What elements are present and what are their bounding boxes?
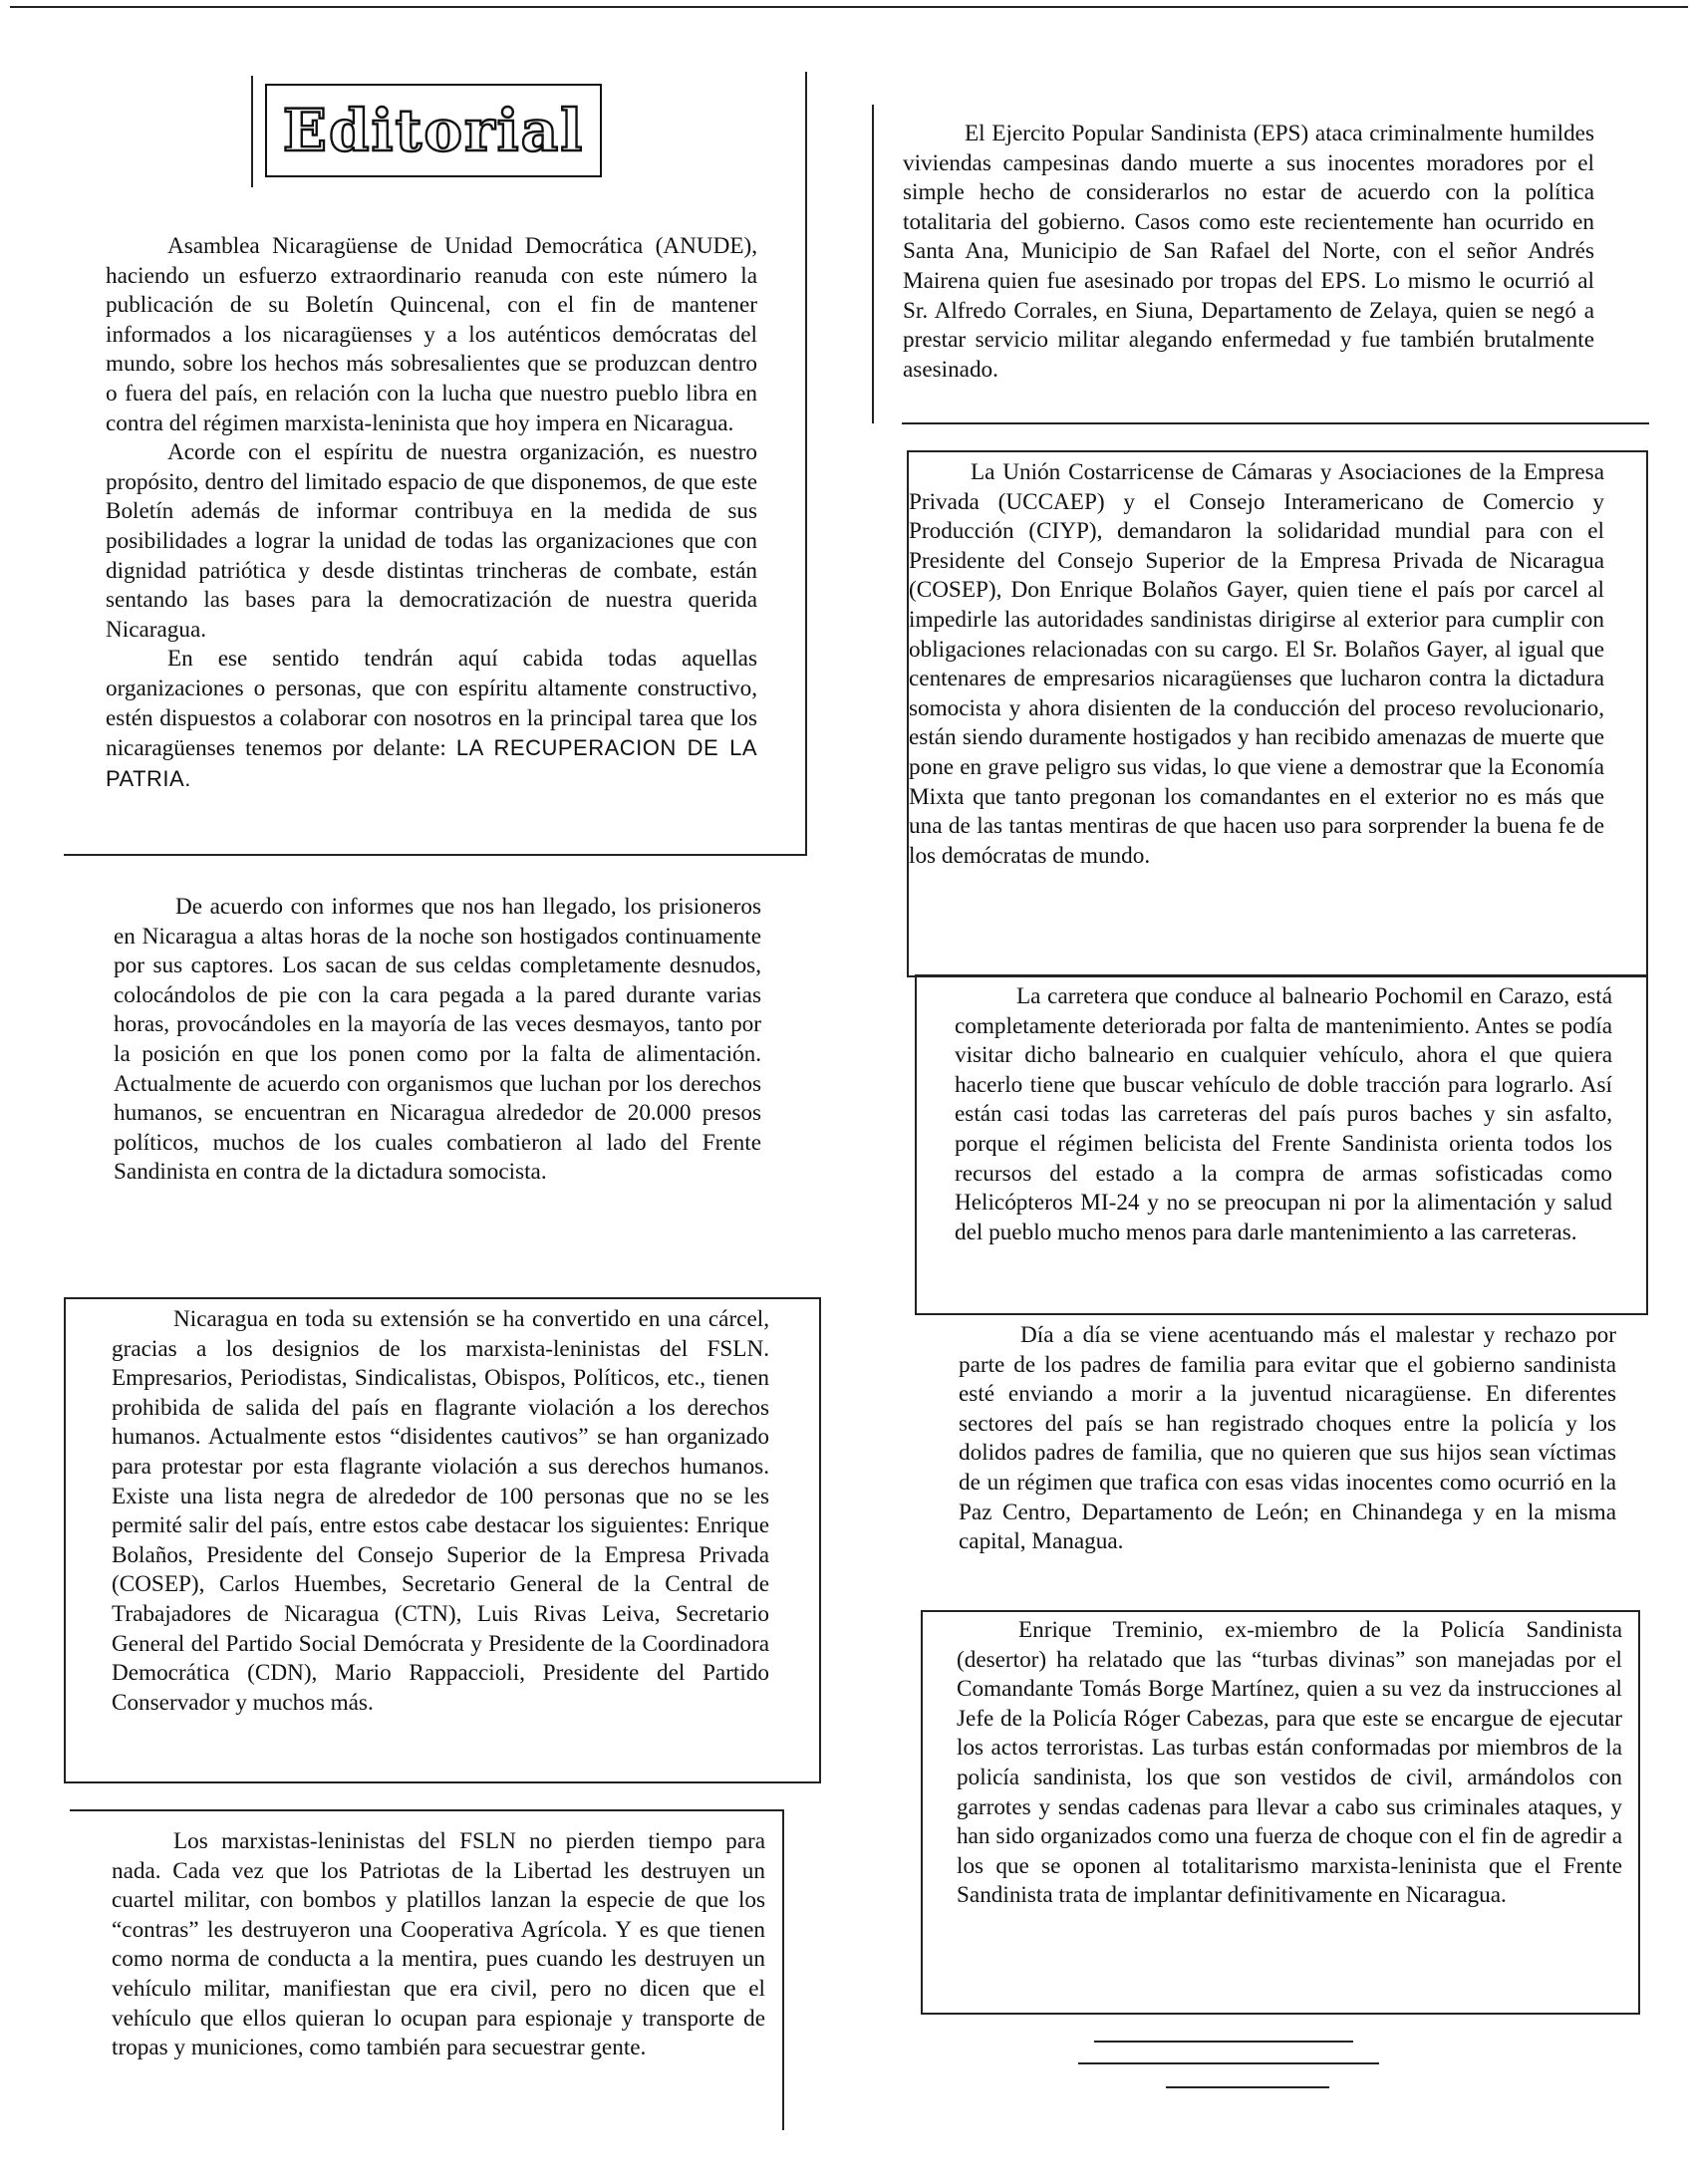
eps-article-left-border: [872, 105, 874, 423]
editorial-box-bottom-border: [64, 854, 807, 856]
road-article: [955, 982, 1612, 1247]
jail-paragraph: Nicaragua en toda su extensión se ha convertido en una cárcel, gracias a los designios de los marxista-leninistas del FSLN. Empresarios, Periodistas, Sindicalistas, Obispos, Políticos, etc., tienen prohibida de salida del país en flagrante violación a los derechos humanos. Actualmente estos “disidentes cautivos” se han organizado para protestar por esta flagrante violación a sus derechos humanos. Existe una lista negra de alrededor de 100 personas que no se les permité salir del país, entre estos cabe destacar los siguientes: Enrique Bolaños, Presidente del Consejo Superior de la Empresa Privada (COSEP), Carlos Huembes, Secretario General de la Central de Trabajadores de Nicaragua (CTN), Luis Rivas Leiva, Secretario General del Partido Social Demócrata y Presidente de la Coordinadora Democrática (CDN), Mario Rappaccioli, Presidente del Partido Conservador y muchos más.: [112, 1306, 769, 1716]
eps-article-bottom-border: [902, 422, 1649, 424]
parents-paragraph: Día a día se viene acentuando más el malestar y rechazo por parte de los padres de familia para evitar que el gobierno sandinista esté enviando a morir a la juventud nicaragüense. En diferentes sectores del país se han registrado choques entre la policía y los dolidos padres de familia, que no quieren que sus hijos sean víctimas de un régimen que trafica con esas vidas inocentes como ocurrió en la Paz Centro, Departamento de León; en Chinandega y en la misma capital, Managua.: [959, 1322, 1616, 1555]
parents-article: [959, 1321, 1616, 1557]
intro-paragraph-3-text: En ese sentido tendrán aquí cabida todas aquellas organizaciones o personas, que con espíritu altamente constructivo, estén dispuestos a colaborar con nosotros en la principal tarea que los nicaragüenses tenemos por delante:: [106, 646, 757, 762]
editorial-box-left-border: [251, 76, 253, 187]
editorial-box-right-border: [805, 72, 807, 854]
treminio-article: [957, 1616, 1622, 1911]
intro-paragraph-2: Acorde con el espíritu de nuestra organización, es nuestro propósito, dentro del limitado espacio de que disponemos, de que este Boletín además de informar contribuya en la medida de sus posibilidades a lograr la unidad de todas las organizaciones que con dignidad patriótica y desde distintas trincheras de combate, están sentando las bases para la democratización de nuestra querida Nicaragua.: [106, 439, 757, 643]
fsln-article: [112, 1827, 765, 2063]
fsln-article-top-border: [70, 1809, 783, 1811]
editorial-title-box: [265, 84, 602, 177]
fsln-paragraph: Los marxistas-leninistas del FSLN no pierden tiempo para nada. Cada vez que los Patriotas de la Libertad les destruyen un cuartel militar, con bombos y platillos lanzan la especie de que los “contras” les destruyeron una Cooperativa Agrícola. Y es que tienen como norma de conducta a la mentira, pues cuando les destruyen un vehículo militar, manifiestan que era civil, pero no dicen que el vehículo que ellos quieran lo ocupan para espionaje y transporte de tropas y municiones, como también para secuestrar gente.: [112, 1828, 765, 2061]
intro-paragraph-1: Asamblea Nicaragüense de Unidad Democrática (ANUDE), haciendo un esfuerzo extraordinario reanuda con este número la publicación de su Boletín Quincenal, con el fin de mantener informados a los nicaragüenses y a los auténticos demócratas del mundo, sobre los hechos más sobresalientes que se produzcan dentro o fuera del país, en relación con la lucha que nuestro pueblo libra en contra del régimen marxista-leninista que hoy impera en Nicaragua.: [106, 233, 757, 436]
jail-article: [112, 1305, 769, 1718]
road-paragraph: La carretera que conduce al balneario Pochomil en Carazo, está completamente deteriorada por falta de mantenimiento. Antes se podía visitar dicho balneario en cualquier vehículo, ahora el que quiera hacerlo tiene que buscar vehículo de doble tracción para lograrlo. Así están casi todas las carreteras del país puros baches y sin asfalto, porque el régimen belicista del Frente Sandinista orienta todos los recursos del estado a la compra de armas sofisticadas como Helicópteros MI-24 y no se preocupan ni por la alimentación y salud del pueblo mucho menos para darle mantenimiento a las carreteras.: [955, 983, 1612, 1245]
prisoners-paragraph: De acuerdo con informes que nos han llegado, los prisioneros en Nicaragua a altas horas de la noche son hostigados continuamente por sus captores. Los sacan de sus celdas completamente desnudos, colocándolos de pie con la cara pegada a la pared durante varias horas, provocándoles en la mayoría de las veces desmayos, tanto por la posición en que los ponen como por la falta de alimentación. Actualmente de acuerdo con organismos que luchan por los derechos humanos, se encuentran en Nicaragua alrededor de 20.000 presos políticos, muchos de los cuales combatieron al lado del Frente Sandinista en contra de la dictadura somocista.: [114, 894, 761, 1186]
end-rule-3: [1166, 2086, 1329, 2088]
uccaep-article: [909, 458, 1604, 871]
uccaep-paragraph: La Unión Costarricense de Cámaras y Asociaciones de la Empresa Privada (UCCAEP) y el Consejo Interamericano de Comercio y Producción (CIYP), demandaron la solidaridad mundial para con el Presidente del Consejo Superior de la Empresa Privada de Nicaragua (COSEP), Don Enrique Bolaños Gayer, quien tiene el país por carcel al impedirle las autoridades sandinistas dirigirse al exterior para cumplir con obligaciones relacionadas con su cargo. El Sr. Bolaños Gayer, al igual que centenares de empresarios nicaragüenses que lucharon contra la dictadura somocista y ahora disienten de la conducción del proceso revolucionario, están siendo duramente hostigados y han recibido amenazas de muerte que pone en grave peligro sus vidas, lo que viene a demostrar que la Economía Mixta que tanto pregonan los comandantes en el exterior no es más que una de las tantas mentiras de que hacen uso para sorprender la buena fe de los demócratas de mundo.: [909, 459, 1604, 869]
eps-article: [903, 120, 1594, 385]
top-border: [10, 6, 1688, 8]
editorial-title: Editorial: [282, 97, 585, 164]
intro-paragraph-3-caps: LA RECUPERACION DE LA PATRIA.: [106, 735, 758, 791]
end-rule-2: [1078, 2062, 1379, 2064]
prisoners-article: [114, 893, 761, 1188]
fsln-article-right-border: [782, 1809, 784, 2130]
editorial-intro: [106, 232, 757, 794]
eps-paragraph: El Ejercito Popular Sandinista (EPS) ataca criminalmente humildes viviendas campesinas dando muerte a sus inocentes moradores por el simple hecho de considerarlos no estar de acuerdo con la política totalitaria del gobierno. Casos como este recientemente han ocurrido en Santa Ana, Municipio de San Rafael del Norte, con el señor Andrés Mairena quien fue asesinado por tropas del EPS. Lo mismo le ocurrió al Sr. Alfredo Corrales, en Siuna, Departamento de Zelaya, quien se negó a prestar servicio militar alegando enfermedad y fue también brutalmente asesinado.: [903, 121, 1594, 383]
intro-paragraph-3: [106, 645, 757, 794]
end-rule-1: [1094, 2041, 1353, 2043]
treminio-paragraph: Enrique Treminio, ex-miembro de la Policía Sandinista (desertor) ha relatado que las “turbas divinas” son manejadas por el Comandante Tomás Borge Martínez, quien a su vez da instrucciones al Jefe de la Policía Róger Cabezas, para que este se encargue de ejecutar los actos terroristas. Las turbas están conformadas por miembros de la policía sandinista, los que son vestidos de civil, armándolos con garrotes y sendas cadenas para llevar a cabo sus criminales ataques, y han sido organizados como una fuerza de choque con el fin de agredir a los que se oponen al totalitarismo marxista-leninista que el Frente Sandinista trata de implantar definitivamente en Nicaragua.: [957, 1617, 1622, 1909]
